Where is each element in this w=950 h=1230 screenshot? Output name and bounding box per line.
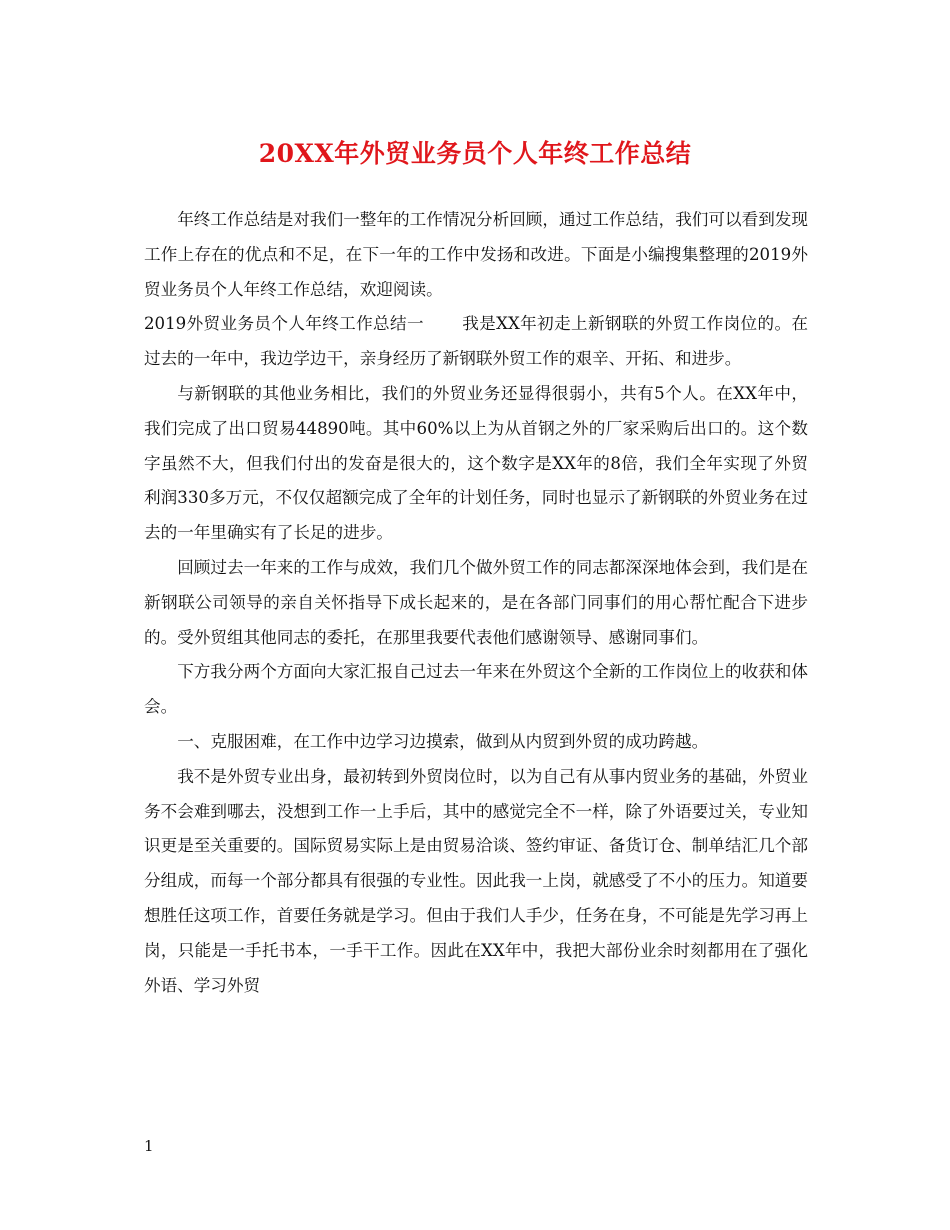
paragraph-learning: 我不是外贸专业出身，最初转到外贸岗位时，以为自己有从事内贸业务的基础，外贸业务不会难到哪去，没想到工作一上手后，其中的感觉完全不一样，除了外语要过关，专业知识更是至关重要的。国际贸易实际上是由贸易洽谈、签约审证、备货订仓、制单结汇几个部分组成，而每一个部分都具有很强的专业性。因此我一上岗，就感受了不小的压力。知道要想胜任这项工作，首要任务就是学习。但由于我们人手少，任务在身，不可能是先学习再上岗，只能是一手托书本，一手干工作。因此在XX年中，我把大部份业余时刻都用在了强化外语、学习外贸 [144, 766, 808, 995]
paragraph-point-one-heading: 一、克服困难，在工作中边学习边摸索，做到从内贸到外贸的成功跨越。 [177, 731, 709, 751]
paragraph-intro: 年终工作总结是对我们一整年的工作情况分析回顾，通过工作总结，我们可以看到发现工作上存在的优点和不足，在下一年的工作中发扬和改进。下面是小编搜集整理的2019外贸业务员个人年终工作总结，欢迎阅读。 [144, 210, 808, 299]
document-title: 20XX年外贸业务员个人年终工作总结 [258, 139, 692, 168]
section-heading: 2019外贸业务员个人年终工作总结一 [144, 314, 424, 334]
paragraph-report-outline: 下方我分两个方面向大家汇报自己过去一年来在外贸这个全新的工作岗位上的收获和体会。 [144, 662, 808, 717]
document-body [144, 203, 808, 1003]
paragraph-gratitude: 回顾过去一年来的工作与成效，我们几个做外贸工作的同志都深深地体会到，我们是在新钢联公司领导的亲自关怀指导下成长起来的，是在各部门同事们的用心帮忙配合下进步的。受外贸组其他同志的委托，在那里我要代表他们感谢领导、感谢同事们。 [144, 557, 808, 647]
paragraph-business-results: 与新钢联的其他业务相比，我们的外贸业务还显得很弱小，共有5个人。在XX年中，我们完成了出口贸易44890吨。其中60%以上为从首钢之外的厂家采购后出口的。这个数字虽然不大，但我们付出的发奋是很大的，这个数字是XX年的8倍，我们全年实现了外贸利润330多万元，不仅仅超额完成了全年的计划任务，同时也显示了新钢联的外贸业务在过去的一年里确实有了长足的进步。 [144, 383, 808, 543]
paragraph-section-one [144, 307, 808, 377]
section-lead: 我是XX年初走上新钢联的外贸工作岗位的。在过去的一年中，我边学边干，亲身经历了新钢联外贸工作的艰辛、开拓、和进步。 [144, 314, 808, 369]
page-number: 1 [144, 1137, 154, 1155]
